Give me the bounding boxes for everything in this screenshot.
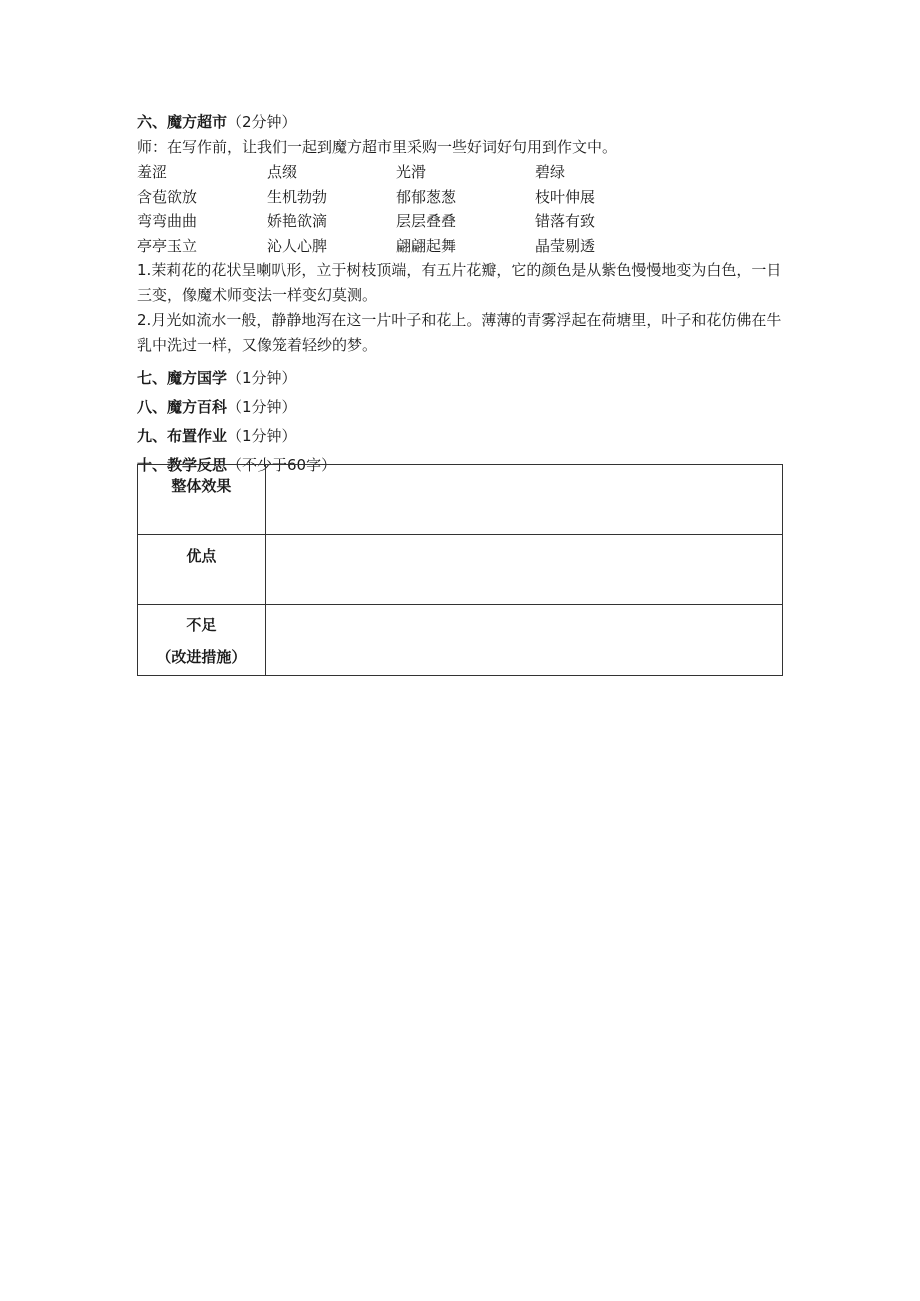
- word: 郁郁葱葱: [396, 187, 457, 206]
- row-value-cell[interactable]: [265, 605, 782, 676]
- word: 枝叶伸展: [535, 187, 596, 206]
- word: 点缀: [267, 163, 298, 181]
- section-9-heading: [137, 422, 783, 451]
- word: 碧绿: [535, 163, 566, 181]
- section-6-time: （2分钟）: [227, 113, 297, 131]
- section-6-heading: [137, 110, 783, 135]
- section-10-title: 十、教学反思: [137, 456, 228, 474]
- sentence-text: .茉莉花的花状呈喇叭形，立于树枝顶端，有五片花瓣，它的颜色是从紫色慢慢地变为白色，一日三变，像魔术师变法一样变幻莫测。: [137, 261, 782, 304]
- section-8-title: 八、魔方百科: [137, 398, 228, 416]
- table-row: [138, 465, 783, 535]
- section-6-title: 六、魔方超市: [137, 113, 228, 131]
- section-9-title: 九、布置作业: [137, 427, 228, 445]
- word: 生机勃勃: [267, 187, 328, 206]
- reflection-table: [137, 464, 783, 676]
- word: 翩翩起舞: [396, 236, 457, 255]
- word: 光滑: [396, 163, 427, 181]
- section-7-heading: [137, 364, 783, 393]
- word-row: [137, 160, 783, 185]
- example-sentence-1: [137, 258, 783, 308]
- word: 亭亭玉立: [137, 236, 198, 255]
- example-sentence-2: [137, 308, 783, 358]
- word: 含苞欲放: [137, 187, 198, 206]
- section-7-title: 七、魔方国学: [137, 369, 228, 387]
- word: 弯弯曲曲: [137, 212, 198, 230]
- word-row: [137, 209, 783, 234]
- row-label: 优点: [138, 535, 266, 605]
- word: 层层叠叠: [396, 212, 457, 230]
- section-8-heading: [137, 393, 783, 422]
- word: 晶莹剔透: [535, 236, 596, 255]
- sentence-number: 2: [137, 311, 147, 329]
- section-8-time: （1分钟）: [227, 398, 297, 416]
- row-value-cell[interactable]: [265, 465, 782, 535]
- word-list: [137, 160, 783, 258]
- sentence-text: .月光如流水一般，静静地泻在这一片叶子和花上。薄薄的青雾浮起在荷塘里，叶子和花仿佛在牛乳中洗过一样，又像笼着轻纱的梦。: [137, 311, 782, 354]
- table-row: [138, 535, 783, 605]
- word-row: [137, 185, 783, 210]
- sentence-number: 1: [137, 261, 147, 279]
- table-row: [138, 605, 783, 676]
- section-9-time: （1分钟）: [227, 427, 297, 445]
- word: 羞涩: [137, 163, 168, 181]
- row-label: 整体效果: [138, 465, 266, 535]
- section-10-time: （不少于60字）: [227, 456, 337, 474]
- word-row: [137, 234, 783, 259]
- section-7-time: （1分钟）: [227, 369, 297, 387]
- row-label: 不足 （改进措施）: [138, 605, 266, 676]
- document-body: [137, 110, 783, 477]
- word: 娇艳欲滴: [267, 212, 328, 230]
- row-value-cell[interactable]: [265, 535, 782, 605]
- word: 错落有致: [535, 212, 596, 230]
- teacher-line: 师：在写作前，让我们一起到魔方超市里采购一些好词好句用到作文中。: [137, 138, 618, 156]
- word: 沁人心脾: [267, 236, 328, 255]
